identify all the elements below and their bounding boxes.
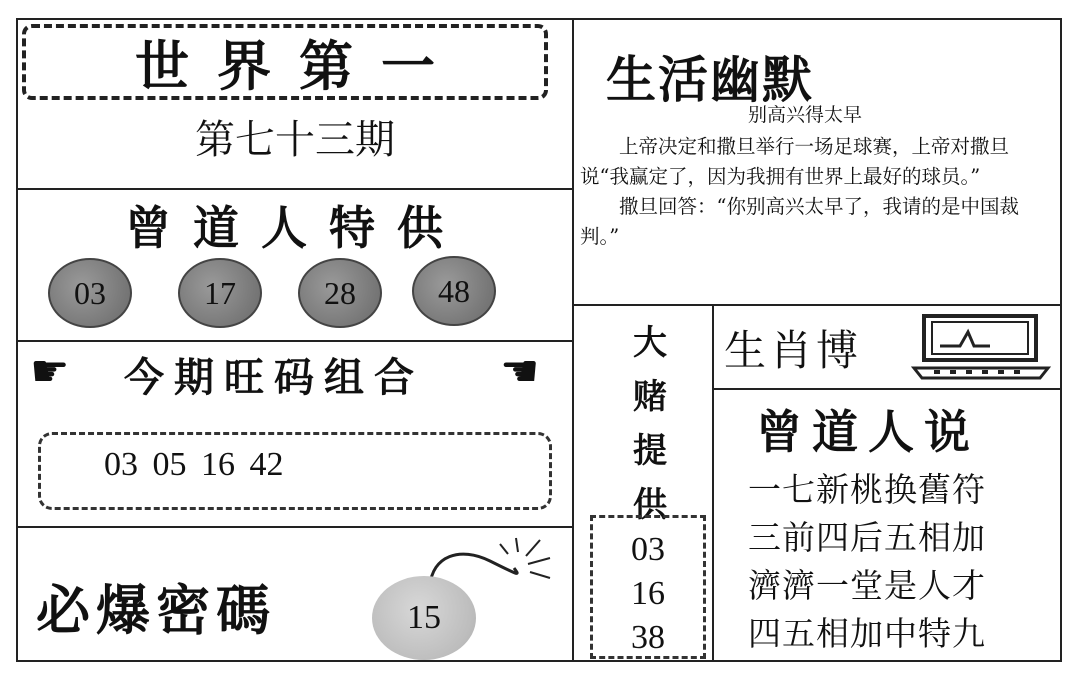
number-ball: 03 [48,258,132,328]
vertical-char: 供 [633,485,667,525]
column-divider [712,304,714,662]
vertical-title [602,316,698,532]
issue-number: 第七十三期 [195,117,395,163]
humor-body [580,132,1056,252]
divider [16,340,573,342]
page-title: 世界第一 [135,34,463,98]
sayings-title: 曾道人说 [756,405,980,459]
vertical-char: 赌 [633,377,667,417]
computer-icon [910,312,1052,380]
saying-line: 四五相加中特九 [748,614,986,653]
code-title: 必爆密碼 [36,578,276,642]
combo-title: 今期旺码组合 [124,355,424,401]
saying-line: 三前四后五相加 [748,518,986,557]
vertical-char: 提 [633,431,667,471]
number-item: 16 [631,575,665,612]
bomb-number: 15 [372,576,476,660]
number-item: 38 [631,619,665,656]
humor-title: 生活幽默 [606,51,814,109]
pointing-hand-icon: ☚ [500,346,540,397]
divider [572,304,1062,306]
humor-paragraph: 上帝决定和撒旦举行一场足球赛，上帝对撒旦说“我赢定了，因为我拥有世界上最好的球员。” [580,135,1010,188]
number-ball: 28 [298,258,382,328]
divider [712,388,1062,390]
numbers-list [590,528,706,660]
divider [16,188,573,190]
number-item: 03 [631,531,665,568]
humor-paragraph: 撒旦回答：“你别高兴太早了，我请的是中国裁判。” [580,195,1019,248]
number-ball: 17 [178,258,262,328]
pointing-hand-icon: ☛ [30,346,70,397]
saying-line: 一七新桃换舊符 [748,470,986,509]
title-box [22,24,548,100]
number-ball: 48 [412,256,496,326]
saying-line: 濟濟一堂是人才 [748,566,986,605]
humor-subtitle: 别高兴得太早 [748,104,863,126]
special-title: 曾道人特供 [125,201,465,255]
vertical-char: 大 [633,323,667,363]
divider [16,526,573,528]
combo-numbers: 03 05 16 42 [104,446,284,483]
zodiac-title: 生肖博 [724,326,863,375]
